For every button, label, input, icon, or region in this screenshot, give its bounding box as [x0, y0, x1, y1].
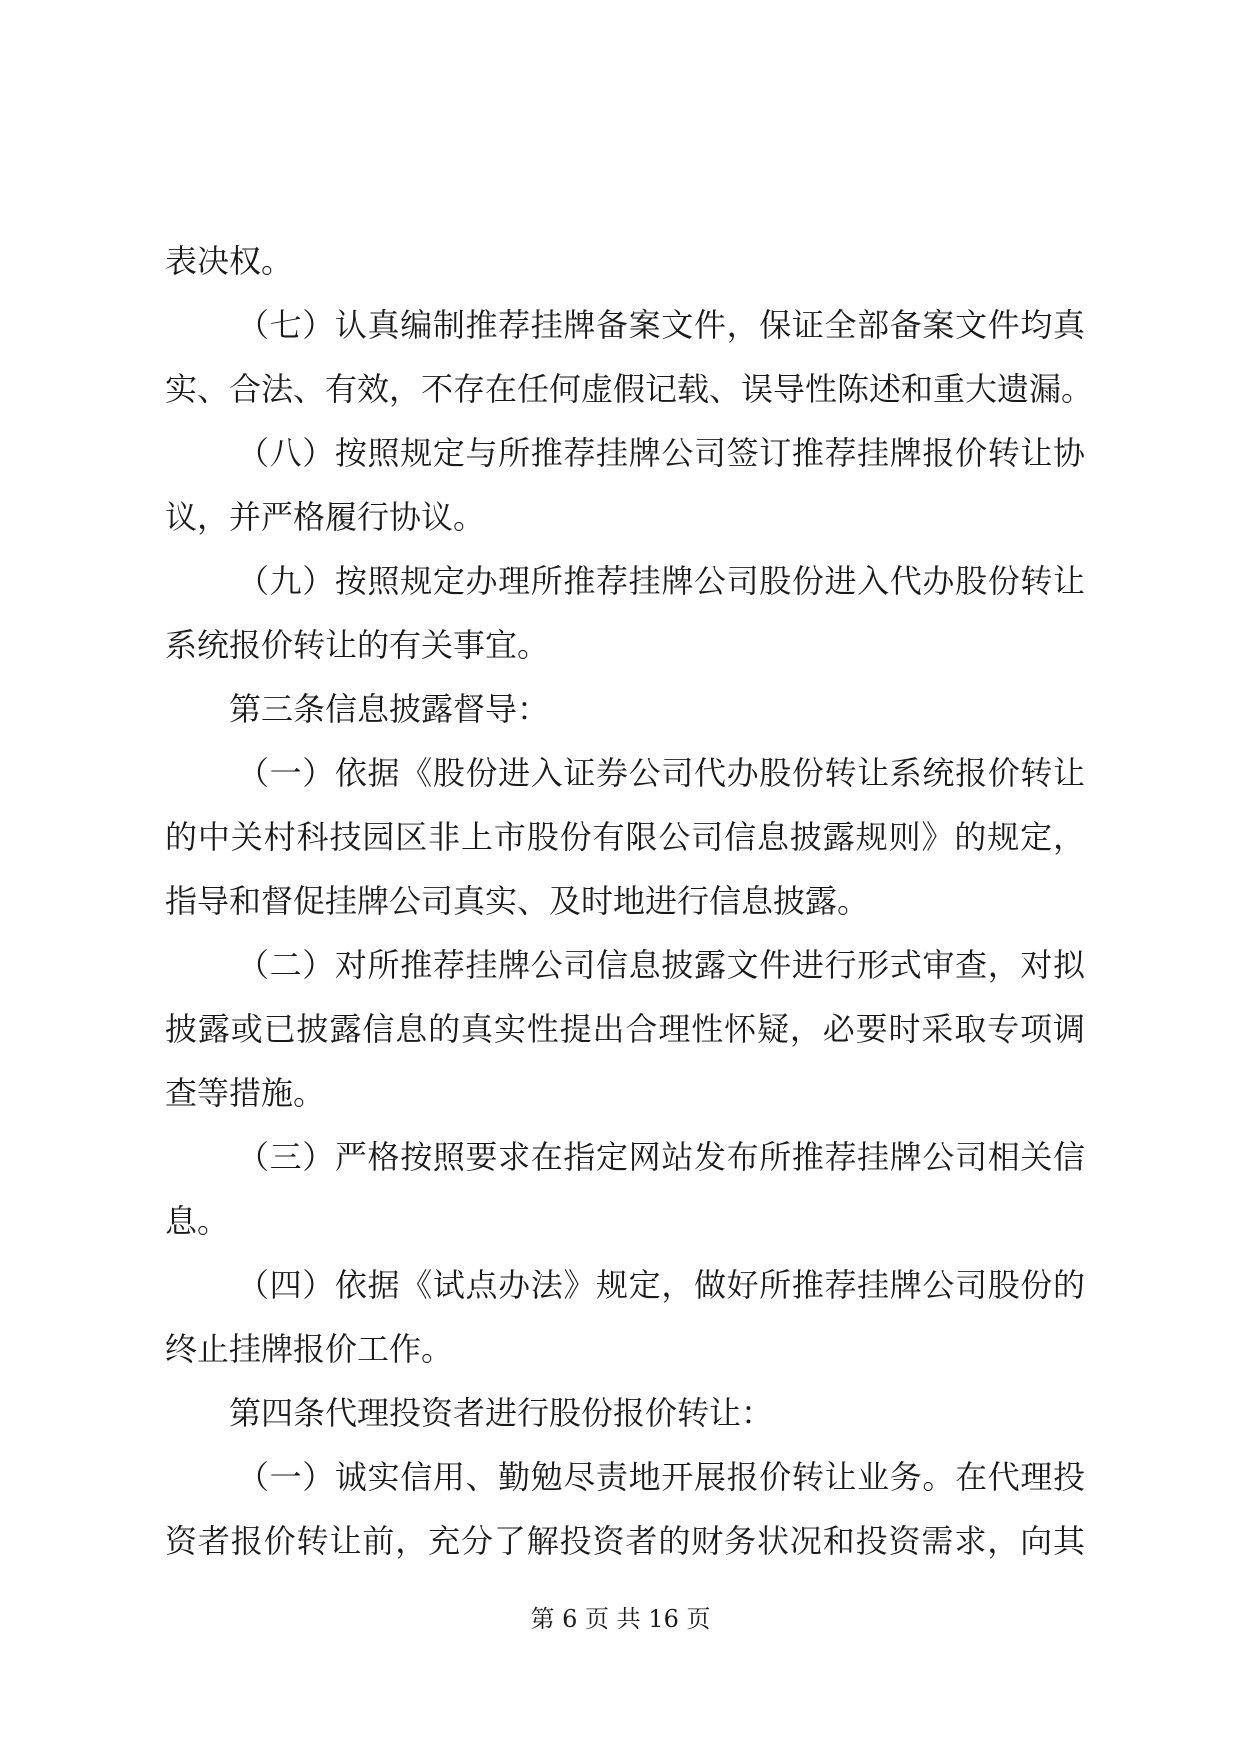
text-line: 第四条代理投资者进行股份报价转让：: [229, 1394, 774, 1432]
document-body: [165, 229, 1094, 1573]
text-line: （三）严格按照要求在指定网站发布所推荐挂牌公司相关信: [237, 1138, 1085, 1176]
text-line: （七）认真编制推荐挂牌备案文件，保证全部备案文件均真: [237, 306, 1085, 344]
text-line: （二）对所推荐挂牌公司信息披露文件进行形式审查，对拟: [237, 946, 1085, 984]
text-line: 的中关村科技园区非上市股份有限公司信息披露规则》的规定，: [165, 818, 1085, 856]
page-footer: 第 6 页 共 16 页: [530, 1605, 711, 1633]
text-line: 表决权。: [165, 242, 294, 280]
text-line: （四）依据《试点办法》规定，做好所推荐挂牌公司股份的: [237, 1266, 1085, 1304]
text-line: 资者报价转让前，充分了解投资者的财务状况和投资需求，向其: [165, 1522, 1085, 1560]
text-line: （一）依据《股份进入证券公司代办股份转让系统报价转让: [237, 754, 1085, 792]
text-line: 实、合法、有效，不存在任何虚假记载、误导性陈述和重大遗漏。: [165, 370, 1094, 408]
text-line: 终止挂牌报价工作。: [165, 1330, 454, 1368]
text-line: 查等措施。: [165, 1074, 326, 1112]
text-line: 第三条信息披露督导：: [229, 690, 550, 728]
text-line: （八）按照规定与所推荐挂牌公司签订推荐挂牌报价转让协: [237, 434, 1085, 472]
text-line: 议，并严格履行协议。: [165, 498, 486, 536]
text-line: 指导和督促挂牌公司真实、及时地进行信息披露。: [165, 882, 870, 920]
text-line: （一）诚实信用、勤勉尽责地开展报价转让业务。在代理投: [237, 1458, 1085, 1496]
text-line: 披露或已披露信息的真实性提出合理性怀疑，必要时采取专项调: [165, 1010, 1085, 1048]
text-line: 息。: [165, 1202, 230, 1240]
text-line: 系统报价转让的有关事宜。: [165, 626, 550, 664]
text-line: （九）按照规定办理所推荐挂牌公司股份进入代办股份转让: [237, 562, 1085, 600]
